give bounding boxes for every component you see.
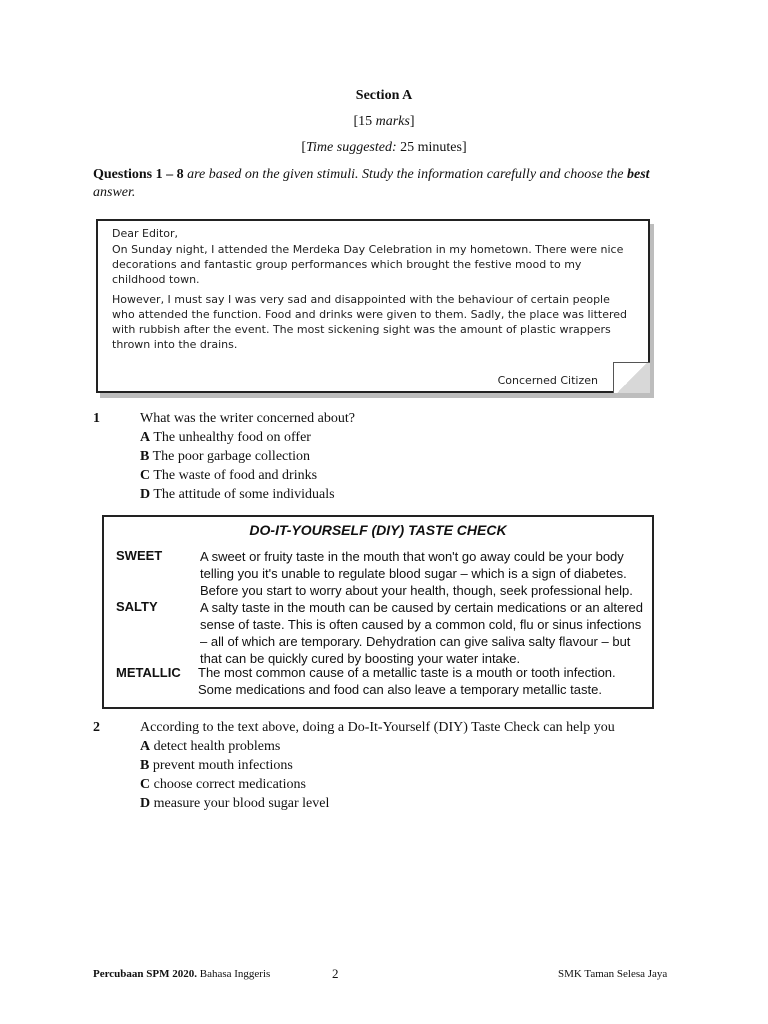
page-curl-icon: [613, 362, 650, 393]
diy-title: DO-IT-YOURSELF (DIY) TASTE CHECK: [249, 522, 507, 538]
footer-exam: [93, 968, 270, 980]
question-1-option-d[interactable]: D The attitude of some individuals: [140, 487, 335, 502]
question-1-option-a[interactable]: A The unhealthy food on offer: [140, 430, 311, 445]
time-suggested: [Time suggested: 25 minutes]: [301, 140, 467, 155]
diy-label-sweet: SWEET: [116, 548, 163, 563]
instructions-text-b: answer.: [93, 185, 136, 200]
letter-paragraph-2: However, I must say I was very sad and disappointed with the behaviour of certain people who attended the function. Food and drinks were given to them. Sadly, the place was littered with rubbish after the event. The most sickening sight was the amount of plastic wrappers thrown into the drains.: [112, 293, 628, 351]
letter-stimulus: [96, 219, 650, 393]
section-title: Section A: [355, 88, 413, 103]
diy-text-sweet: A sweet or fruity taste in the mouth that won't go away could be your body telling you it's unable to regulate blood sugar – which is a sign of diabetes. Before you start to worry about your health, though, seek professional help.: [200, 549, 633, 598]
footer-page-number: 2: [332, 966, 339, 981]
question-2-option-b[interactable]: B prevent mouth infections: [140, 758, 293, 773]
marks-word: marks: [375, 114, 410, 129]
letter-signature: Concerned Citizen: [497, 374, 598, 387]
marks-label: [15 marks]: [353, 114, 415, 129]
footer-school: SMK Taman Selesa Jaya: [558, 968, 668, 980]
instructions-emphasis: best: [627, 167, 650, 182]
question-2-option-a[interactable]: A detect health problems: [140, 739, 281, 754]
diy-text-salty: A salty taste in the mouth can be caused by certain medications or an altered sense of taste. This is often caused by a common cold, flu or sinus infections – all of which are temporary. Dehydration can give saliva salty flavour – but that can be quickly cured by boosting your water intake.: [200, 600, 643, 666]
question-1-text: What was the writer concerned about?: [140, 411, 355, 426]
question-1-option-b[interactable]: B The poor garbage collection: [140, 449, 311, 464]
question-range: Questions 1 – 8: [93, 167, 184, 182]
footer-exam-name: Percubaan SPM 2020.: [93, 968, 197, 980]
instructions-text-a: are based on the given stimuli. Study the information carefully and choose the: [183, 167, 628, 182]
letter-salutation: Dear Editor,: [112, 227, 179, 240]
diy-label-salty: SALTY: [116, 599, 158, 614]
footer-subject: Bahasa Inggeris: [197, 968, 271, 980]
question-2-option-d[interactable]: D measure your blood sugar level: [140, 796, 330, 811]
instructions: [93, 166, 683, 202]
time-value: 25 minutes: [400, 140, 462, 155]
question-2-option-c[interactable]: C choose correct medications: [140, 777, 307, 792]
time-label: Time suggested: [306, 140, 392, 155]
letter-paragraph-1: On Sunday night, I attended the Merdeka Day Celebration in my hometown. There were nice decorations and fantastic group performances which brought the festive mood to my childhood town.: [112, 243, 624, 286]
question-1-number: 1: [93, 411, 100, 426]
question-2-number: 2: [93, 720, 100, 735]
question-1-option-c[interactable]: C The waste of food and drinks: [140, 468, 318, 483]
diy-taste-check: [102, 515, 654, 709]
question-2-text: According to the text above, doing a Do-It-Yourself (DIY) Taste Check can help you: [140, 720, 615, 735]
marks-value: 15: [358, 114, 373, 129]
diy-label-metallic: METALLIC: [116, 665, 181, 680]
diy-text-metallic: The most common cause of a metallic taste is a mouth or tooth infection. Some medications and food can also leave a temporary metallic taste.: [198, 665, 616, 697]
